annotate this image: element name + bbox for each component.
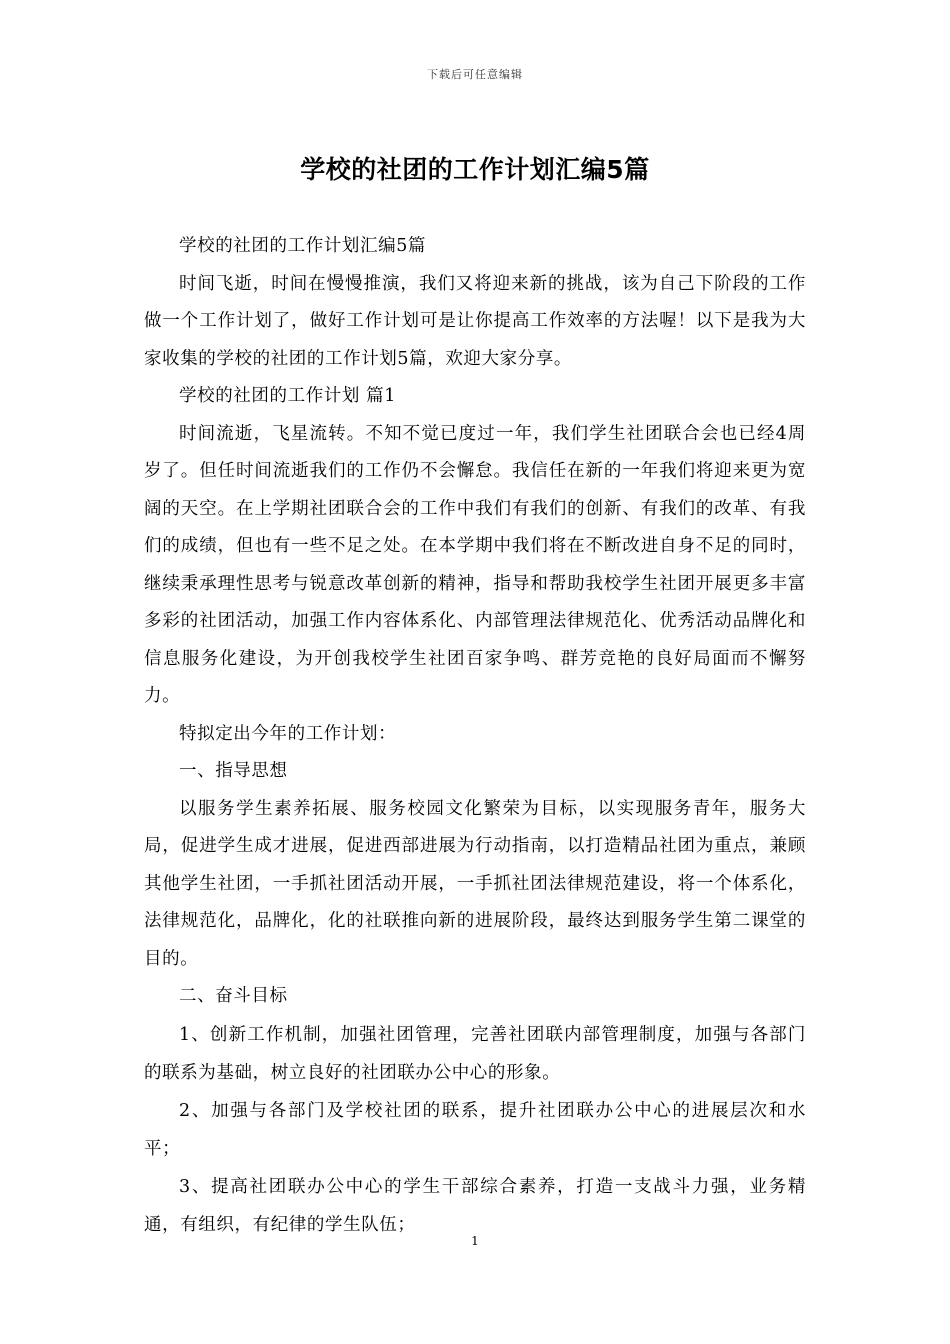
page-header-note: 下载后可任意编辑 [427, 68, 523, 81]
document-body [144, 228, 806, 1244]
paragraph-heading-goals: 二、奋斗目标 [179, 986, 288, 1006]
paragraph-section-heading-1: 学校的社团的工作计划 篇1 [179, 386, 396, 406]
document-title: 学校的社团的工作计划汇编5篇 [300, 155, 650, 184]
paragraph-goal-1: 1、创新工作机制，加强社团管理，完善社团联内部管理制度，加强与各部门的联系为基础，树立良好的社团联办公中心的形象。 [144, 1024, 806, 1083]
page-number: 1 [471, 1234, 479, 1248]
paragraph-goal-2: 2、加强与各部门及学校社团的联系，提升社团联办公中心的进展层次和水平； [144, 1100, 806, 1159]
paragraph-subtitle: 学校的社团的工作计划汇编5篇 [179, 236, 427, 256]
paragraph-plan-intro: 特拟定出今年的工作计划： [179, 723, 397, 744]
paragraph-intro: 时间飞逝，时间在慢慢推演，我们又将迎来新的挑战，该为自己下阶段的工作做一个工作计划了，做好工作计划可是让你提高工作效率的方法喔！以下是我为大家收集的学校的社团的工作计划5篇，欢迎大家分享。 [144, 273, 806, 369]
paragraph-guiding-thought: 以服务学生素养拓展、服务校园文化繁荣为目标，以实现服务青年，服务大局，促进学生成才进展，促进西部进展为行动指南，以打造精品社团为重点，兼顾其他学生社团，一手抓社团活动开展，一手抓社团法律规范建设，将一个体系化，法律规范化，品牌化，化的社联推向新的进展阶段，最终达到服务学生第二课堂的目的。 [144, 798, 806, 969]
paragraph-heading-guiding-thought: 一、指导思想 [179, 761, 288, 781]
paragraph-body-1: 时间流逝，飞星流转。不知不觉已度过一年，我们学生社团联合会也已经4周岁了。但任时间流逝我们的工作仍不会懈怠。我信任在新的一年我们将迎来更为宽阔的天空。在上学期社团联合会的工作中我们有我们的创新、有我们的改革、有我们的成绩，但也有一些不足之处。在本学期中我们将在不断改进自身不足的同时，继续秉承理性思考与锐意改革创新的精神，指导和帮助我校学生社团开展更多丰富多彩的社团活动，加强工作内容体系化、内部管理法律规范化、优秀活动品牌化和信息服务化建设，为开创我校学生社团百家争鸣、群芳竞艳的良好局面而不懈努力。 [144, 423, 806, 706]
paragraph-goal-3: 3、提高社团联办公中心的学生干部综合素养，打造一支战斗力强，业务精通，有组织，有纪律的学生队伍； [144, 1176, 806, 1235]
